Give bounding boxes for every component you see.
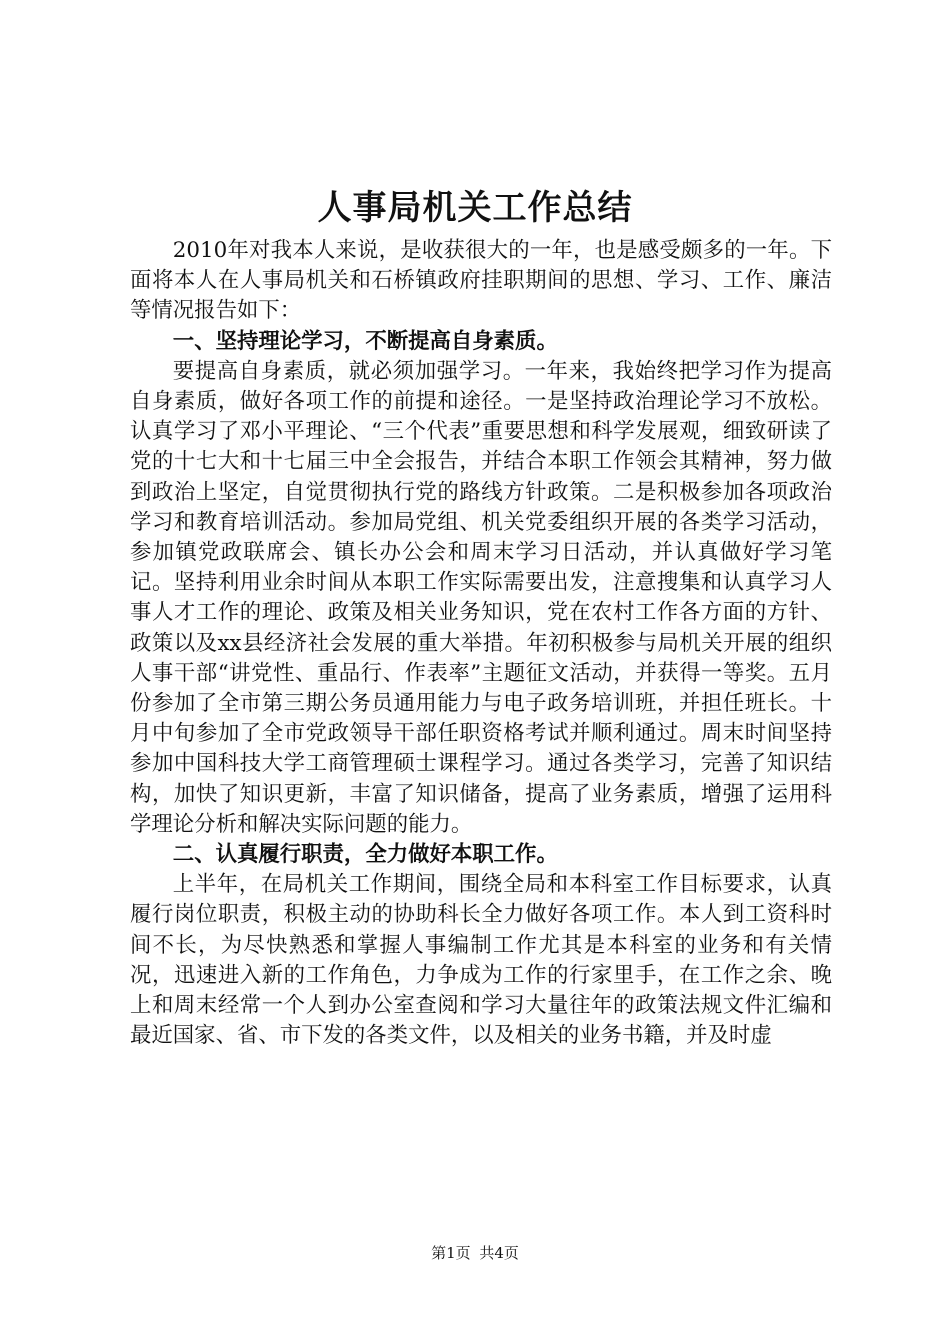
section-heading-2: 二、认真履行职责，全力做好本职工作。	[172, 842, 558, 868]
page-footer: 第1页 共4页	[431, 1244, 519, 1262]
section-paragraph-1: 要提高自身素质，就必须加强学习。一年来，我始终把学习作为提高自身素质，做好各项工作的前提和途径。一是坚持政治理论学习不放松。认真学习了邓小平理论、“三个代表”重要思想和科学发展观，细致研读了党的十七大和十七届三中全会报告，并结合本职工作领会其精神，努力做到政治上坚定，自觉贯彻执行党的路线方针政策。二是积极参加各项政治学习和教育培训活动。参加局党组、机关党委组织开展的各类学习活动，参加镇党政联席会、镇长办公会和周末学习日活动，并认真做好学习笔记。坚持利用业余时间从本职工作实际需要出发，注意搜集和认真学习人事人才工作的理论、政策及相关业务知识，党在农村工作各方面的方针、政策以及xx县经济社会发展的重大举措。年初积极参与局机关开展的组织人事干部“讲党性、重品行、作表率”主题征文活动，并获得一等奖。五月份参加了全市第三期公务员通用能力与电子政务培训班，并担任班长。十月中旬参加了全市党政领导干部任职资格考试并顺利通过。周末时间坚持参加中国科技大学工商管理硕士课程学习。通过各类学习，完善了知识结构，加快了知识更新，丰富了知识储备，提高了业务素质，增强了运用科学理论分析和解决实际问题的能力。	[130, 358, 832, 837]
section-heading-1: 一、坚持理论学习，不断提高自身素质。	[172, 328, 558, 354]
document-title: 人事局机关工作总结	[317, 188, 633, 228]
section-paragraph-2: 上半年，在局机关工作期间，围绕全局和本科室工作目标要求，认真履行岗位职责，积极主动的协助科长全力做好各项工作。本人到工资科时间不长，为尽快熟悉和掌握人事编制工作尤其是本科室的业务和有关情况，迅速进入新的工作角色，力争成为工作的行家里手，在工作之余、晚上和周末经常一个人到办公室查阅和学习大量往年的政策法规文件汇编和最近国家、省、市下发的各类文件，以及相关的业务书籍，并及时虚	[130, 872, 832, 1049]
document-body	[130, 236, 832, 1051]
intro-paragraph: 2010年对我本人来说，是收获很大的一年，也是感受颇多的一年。下面将本人在人事局机关和石桥镇政府挂职期间的思想、学习、工作、廉洁等情况报告如下：	[130, 238, 832, 324]
